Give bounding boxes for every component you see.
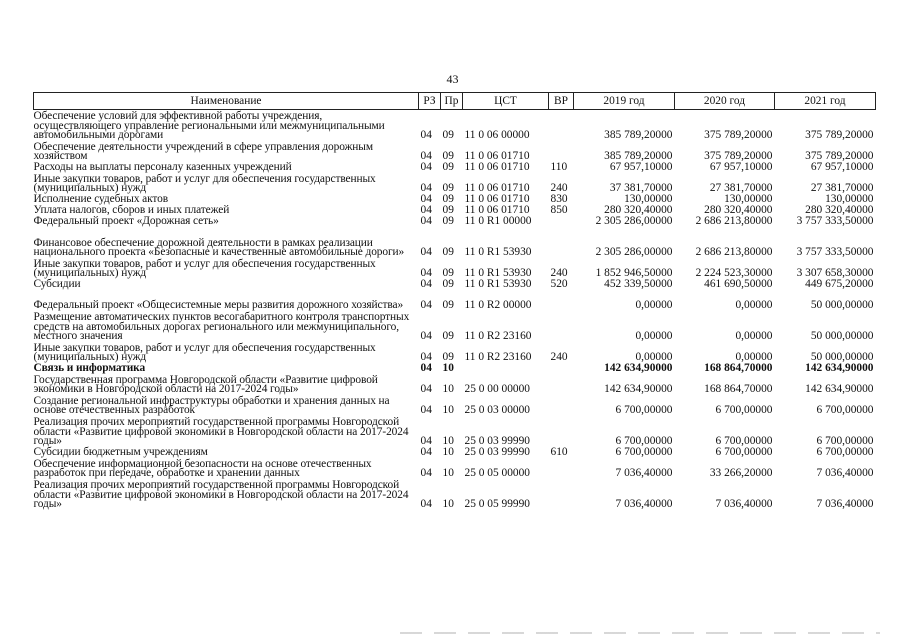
col-header-cst: ЦСТ bbox=[463, 93, 549, 110]
row-amount-2021: 449 675,20000 bbox=[805, 278, 874, 291]
row-cst: 25 0 03 99990 bbox=[464, 446, 530, 459]
row-pr: 09 bbox=[442, 246, 454, 259]
row-amount-2020: 168 864,70000 bbox=[704, 383, 773, 396]
row-amount-2021: 50 000,00000 bbox=[810, 351, 874, 364]
row-amount-2020: 27 381,70000 bbox=[709, 182, 773, 195]
row-rz: 04 bbox=[420, 404, 432, 417]
row-cst: 11 0 06 01710 bbox=[464, 161, 530, 174]
row-vr bbox=[549, 227, 574, 258]
row-cst: 25 0 05 99990 bbox=[464, 498, 530, 511]
row-cst: 25 0 03 99990 bbox=[464, 435, 530, 448]
row-amount-2020: 168 864,70000 bbox=[704, 362, 773, 375]
row-pr: 09 bbox=[442, 267, 454, 280]
row-amount-2019: 7 036,40000 bbox=[615, 467, 673, 480]
table-row bbox=[34, 205, 876, 216]
row-pr: 10 bbox=[442, 498, 454, 511]
row-cst: 25 0 05 00000 bbox=[464, 467, 530, 480]
table-header-row bbox=[34, 93, 876, 110]
row-amount-2019: 1 852 946,50000 bbox=[595, 267, 673, 280]
row-cst: 11 0 R2 23160 bbox=[464, 330, 532, 343]
row-name: Создание региональной инфраструктуры обработки и хранения данных на основе отечественных разработок bbox=[33, 394, 390, 417]
row-amount-2021: 6 700,00000 bbox=[816, 435, 874, 448]
row-rz: 04 bbox=[420, 351, 432, 364]
row-amount-2019: 6 700,00000 bbox=[615, 435, 673, 448]
row-name: Финансовое обеспечение дорожной деятельности в рамках реализации национального проекта «Безопасные и качественные автомобильные дороги» bbox=[33, 236, 405, 259]
row-rz: 04 bbox=[420, 150, 432, 163]
row-amount-2020: 375 789,20000 bbox=[704, 129, 773, 142]
row-cst: 11 0 06 01710 bbox=[464, 150, 530, 163]
table-row bbox=[34, 141, 876, 162]
table-row bbox=[34, 216, 876, 227]
row-vr bbox=[549, 458, 574, 479]
row-pr: 09 bbox=[442, 299, 454, 312]
row-amount-2019: 385 789,20000 bbox=[604, 150, 673, 163]
row-cst: 11 0 R2 23160 bbox=[464, 351, 532, 364]
table-row bbox=[34, 290, 876, 311]
row-amount-2020: 0,00000 bbox=[735, 351, 773, 364]
row-cst: 25 0 00 00000 bbox=[464, 383, 530, 396]
row-amount-2019: 37 381,70000 bbox=[609, 182, 673, 195]
row-amount-2020: 461 690,50000 bbox=[704, 278, 773, 291]
table-row bbox=[34, 110, 876, 142]
row-rz: 04 bbox=[420, 129, 432, 142]
row-rz: 04 bbox=[420, 362, 432, 375]
row-name: Реализация прочих мероприятий государственной программы Новгородской области «Развитие цифровой экономики в Новгородской области на 2017-2024 годы» bbox=[33, 416, 409, 448]
row-amount-2020: 7 036,40000 bbox=[715, 498, 773, 511]
row-vr: 520 bbox=[550, 278, 568, 291]
row-name: Иные закупки товаров, работ и услуг для обеспечения государственных (муниципальных) нужд bbox=[33, 257, 376, 280]
row-amount-2019: 130,00000 bbox=[624, 193, 673, 206]
row-rz: 04 bbox=[420, 498, 432, 511]
row-amount-2019: 7 036,40000 bbox=[615, 498, 673, 511]
row-vr: 830 bbox=[550, 193, 568, 206]
row-rz: 04 bbox=[420, 161, 432, 174]
row-rz: 04 bbox=[420, 182, 432, 195]
row-cst: 11 0 R1 53930 bbox=[464, 278, 532, 291]
row-cst: 11 0 R1 53930 bbox=[464, 267, 532, 280]
row-name: Федеральный проект «Дорожная сеть» bbox=[33, 215, 219, 228]
table-row bbox=[34, 162, 876, 173]
row-amount-2020: 6 700,00000 bbox=[715, 404, 773, 417]
row-amount-2021: 6 700,00000 bbox=[816, 446, 874, 459]
row-vr bbox=[549, 363, 574, 374]
row-amount-2019: 0,00000 bbox=[635, 299, 673, 312]
row-amount-2020: 280 320,40000 bbox=[704, 204, 773, 217]
col-header-pr: Пр bbox=[441, 93, 463, 110]
col-header-2021: 2021 год bbox=[775, 93, 876, 110]
col-header-2020: 2020 год bbox=[675, 93, 775, 110]
row-amount-2021: 142 634,90000 bbox=[805, 383, 874, 396]
row-pr: 09 bbox=[442, 161, 454, 174]
row-rz: 04 bbox=[420, 204, 432, 217]
row-amount-2021: 7 036,40000 bbox=[816, 498, 874, 511]
row-rz: 04 bbox=[420, 330, 432, 343]
row-pr: 09 bbox=[442, 193, 454, 206]
row-pr: 10 bbox=[442, 383, 454, 396]
row-amount-2021: 130,00000 bbox=[825, 193, 874, 206]
row-vr bbox=[549, 141, 574, 162]
row-amount-2020: 6 700,00000 bbox=[715, 435, 773, 448]
row-vr: 240 bbox=[550, 351, 568, 364]
row-vr: 110 bbox=[550, 161, 568, 174]
row-rz: 04 bbox=[420, 215, 432, 228]
row-amount-2019: 280 320,40000 bbox=[604, 204, 673, 217]
row-name: Обеспечение условий для эффективной работы учреждения, осуществляющего управление региональными или межмуниципальными автомобильными дорогами bbox=[33, 110, 385, 142]
row-rz: 04 bbox=[420, 193, 432, 206]
row-amount-2020: 2 224 523,30000 bbox=[695, 267, 773, 280]
row-amount-2020: 375 789,20000 bbox=[704, 150, 773, 163]
row-name: Иные закупки товаров, работ и услуг для обеспечения государственных (муниципальных) нужд bbox=[33, 341, 376, 364]
row-pr: 09 bbox=[442, 278, 454, 291]
table-row bbox=[34, 374, 876, 395]
row-name: Субсидии бюджетным учреждениям bbox=[33, 446, 208, 459]
row-cst: 11 0 06 01710 bbox=[464, 204, 530, 217]
row-pr: 09 bbox=[442, 204, 454, 217]
row-amount-2021: 375 789,20000 bbox=[805, 129, 874, 142]
row-name: Обеспечение информационной безопасности на основе отечественных разработок при передаче, обработке и хранении данных bbox=[33, 457, 372, 480]
table-row bbox=[34, 363, 876, 374]
page-number: 43 bbox=[446, 72, 459, 86]
row-amount-2019: 142 634,90000 bbox=[604, 362, 673, 375]
row-vr bbox=[549, 311, 574, 342]
table-row bbox=[34, 416, 876, 447]
row-vr bbox=[549, 110, 574, 142]
row-name: Обеспечение деятельности учреждений в сфере управления дорожным хозяйством bbox=[33, 140, 373, 163]
row-amount-2021: 27 381,70000 bbox=[810, 182, 874, 195]
row-amount-2020: 6 700,00000 bbox=[715, 446, 773, 459]
row-name: Связь и информатика bbox=[33, 362, 146, 375]
row-name: Расходы на выплаты персоналу казенных учреждений bbox=[33, 161, 292, 174]
row-amount-2021: 67 957,10000 bbox=[810, 161, 874, 174]
row-vr: 240 bbox=[550, 182, 568, 195]
row-pr: 10 bbox=[442, 362, 454, 375]
row-amount-2020: 67 957,10000 bbox=[709, 161, 773, 174]
row-amount-2019: 6 700,00000 bbox=[615, 404, 673, 417]
table-row bbox=[34, 258, 876, 279]
row-cst: 11 0 06 01710 bbox=[464, 193, 530, 206]
scan-artifact-line bbox=[400, 632, 880, 634]
row-name: Уплата налогов, сборов и иных платежей bbox=[33, 204, 230, 217]
row-vr: 240 bbox=[550, 267, 568, 280]
row-cst: 11 0 06 00000 bbox=[464, 129, 530, 142]
row-amount-2019: 2 305 286,00000 bbox=[595, 215, 673, 228]
row-cst bbox=[463, 363, 549, 374]
row-pr: 09 bbox=[442, 330, 454, 343]
row-name: Реализация прочих мероприятий государственной программы Новгородской области «Развитие цифровой экономики в Новгородской области на 2017-2024 годы» bbox=[33, 479, 409, 511]
table-row bbox=[34, 447, 876, 458]
row-amount-2020: 2 686 213,80000 bbox=[695, 215, 773, 228]
row-rz: 04 bbox=[420, 278, 432, 291]
row-cst: 25 0 03 00000 bbox=[464, 404, 530, 417]
row-cst: 11 0 R1 00000 bbox=[464, 215, 532, 228]
table-row bbox=[34, 173, 876, 194]
row-cst: 11 0 06 01710 bbox=[464, 182, 530, 195]
row-pr: 09 bbox=[442, 150, 454, 163]
table-row bbox=[34, 479, 876, 510]
row-amount-2021: 3 307 658,30000 bbox=[796, 267, 874, 280]
row-cst: 11 0 R2 00000 bbox=[464, 299, 532, 312]
table-row bbox=[34, 227, 876, 258]
row-amount-2021: 6 700,00000 bbox=[816, 404, 874, 417]
row-vr bbox=[549, 395, 574, 416]
row-pr: 10 bbox=[442, 467, 454, 480]
row-amount-2019: 0,00000 bbox=[635, 351, 673, 364]
row-name: Исполнение судебных актов bbox=[33, 193, 169, 206]
row-name: Иные закупки товаров, работ и услуг для обеспечения государственных (муниципальных) нужд bbox=[33, 172, 376, 195]
row-amount-2019: 6 700,00000 bbox=[615, 446, 673, 459]
table-row bbox=[34, 342, 876, 363]
row-vr bbox=[549, 416, 574, 447]
row-vr bbox=[549, 479, 574, 510]
table-row bbox=[34, 311, 876, 342]
col-header-rz: РЗ bbox=[419, 93, 441, 110]
row-rz: 04 bbox=[420, 246, 432, 259]
row-pr: 10 bbox=[442, 404, 454, 417]
row-amount-2019: 2 305 286,00000 bbox=[595, 246, 673, 259]
row-vr bbox=[549, 290, 574, 311]
row-amount-2020: 0,00000 bbox=[735, 330, 773, 343]
table-row bbox=[34, 395, 876, 416]
row-pr: 10 bbox=[442, 446, 454, 459]
row-cst: 11 0 R1 53930 bbox=[464, 246, 532, 259]
col-header-vr: ВР bbox=[549, 93, 574, 110]
row-amount-2020: 2 686 213,80000 bbox=[695, 246, 773, 259]
col-header-2019: 2019 год bbox=[574, 93, 675, 110]
row-amount-2021: 375 789,20000 bbox=[805, 150, 874, 163]
row-amount-2021: 142 634,90000 bbox=[805, 362, 874, 375]
budget-table bbox=[33, 92, 876, 510]
row-amount-2019: 67 957,10000 bbox=[609, 161, 673, 174]
row-amount-2019: 142 634,90000 bbox=[604, 383, 673, 396]
row-amount-2021: 3 757 333,50000 bbox=[796, 215, 874, 228]
row-rz: 04 bbox=[420, 467, 432, 480]
row-vr bbox=[549, 216, 574, 227]
table-row bbox=[34, 279, 876, 290]
row-amount-2021: 50 000,00000 bbox=[810, 299, 874, 312]
row-name: Федеральный проект «Общесистемные меры развития дорожного хозяйства» bbox=[33, 299, 404, 312]
row-amount-2019: 385 789,20000 bbox=[604, 129, 673, 142]
row-rz: 04 bbox=[420, 435, 432, 448]
row-pr: 09 bbox=[442, 182, 454, 195]
row-amount-2019: 0,00000 bbox=[635, 330, 673, 343]
row-amount-2021: 280 320,40000 bbox=[805, 204, 874, 217]
col-header-name: Наименование bbox=[34, 93, 419, 110]
row-vr: 610 bbox=[550, 446, 568, 459]
row-amount-2020: 130,00000 bbox=[724, 193, 773, 206]
row-name: Субсидии bbox=[33, 278, 81, 291]
row-amount-2020: 0,00000 bbox=[735, 299, 773, 312]
row-amount-2021: 3 757 333,50000 bbox=[796, 246, 874, 259]
row-amount-2020: 33 266,20000 bbox=[709, 467, 773, 480]
table-body bbox=[34, 110, 876, 511]
table-row bbox=[34, 458, 876, 479]
row-pr: 09 bbox=[442, 215, 454, 228]
row-amount-2021: 50 000,00000 bbox=[810, 330, 874, 343]
row-rz: 04 bbox=[420, 383, 432, 396]
row-vr: 850 bbox=[550, 204, 568, 217]
row-vr bbox=[549, 374, 574, 395]
row-name: Государственная программа Новгородской области «Развитие цифровой экономики в Новгородской области на 2017-2024 годы» bbox=[33, 373, 378, 396]
row-rz: 04 bbox=[420, 267, 432, 280]
row-amount-2019: 452 339,50000 bbox=[604, 278, 673, 291]
row-name: Размещение автоматических пунктов весогабаритного контроля транспортных средств на автомобильных дорогах регионального или межмуниципального, местного значения bbox=[33, 311, 410, 343]
row-pr: 10 bbox=[442, 435, 454, 448]
row-rz: 04 bbox=[420, 446, 432, 459]
row-rz: 04 bbox=[420, 299, 432, 312]
row-pr: 09 bbox=[442, 351, 454, 364]
row-amount-2021: 7 036,40000 bbox=[816, 467, 874, 480]
table-row bbox=[34, 194, 876, 205]
row-pr: 09 bbox=[442, 129, 454, 142]
